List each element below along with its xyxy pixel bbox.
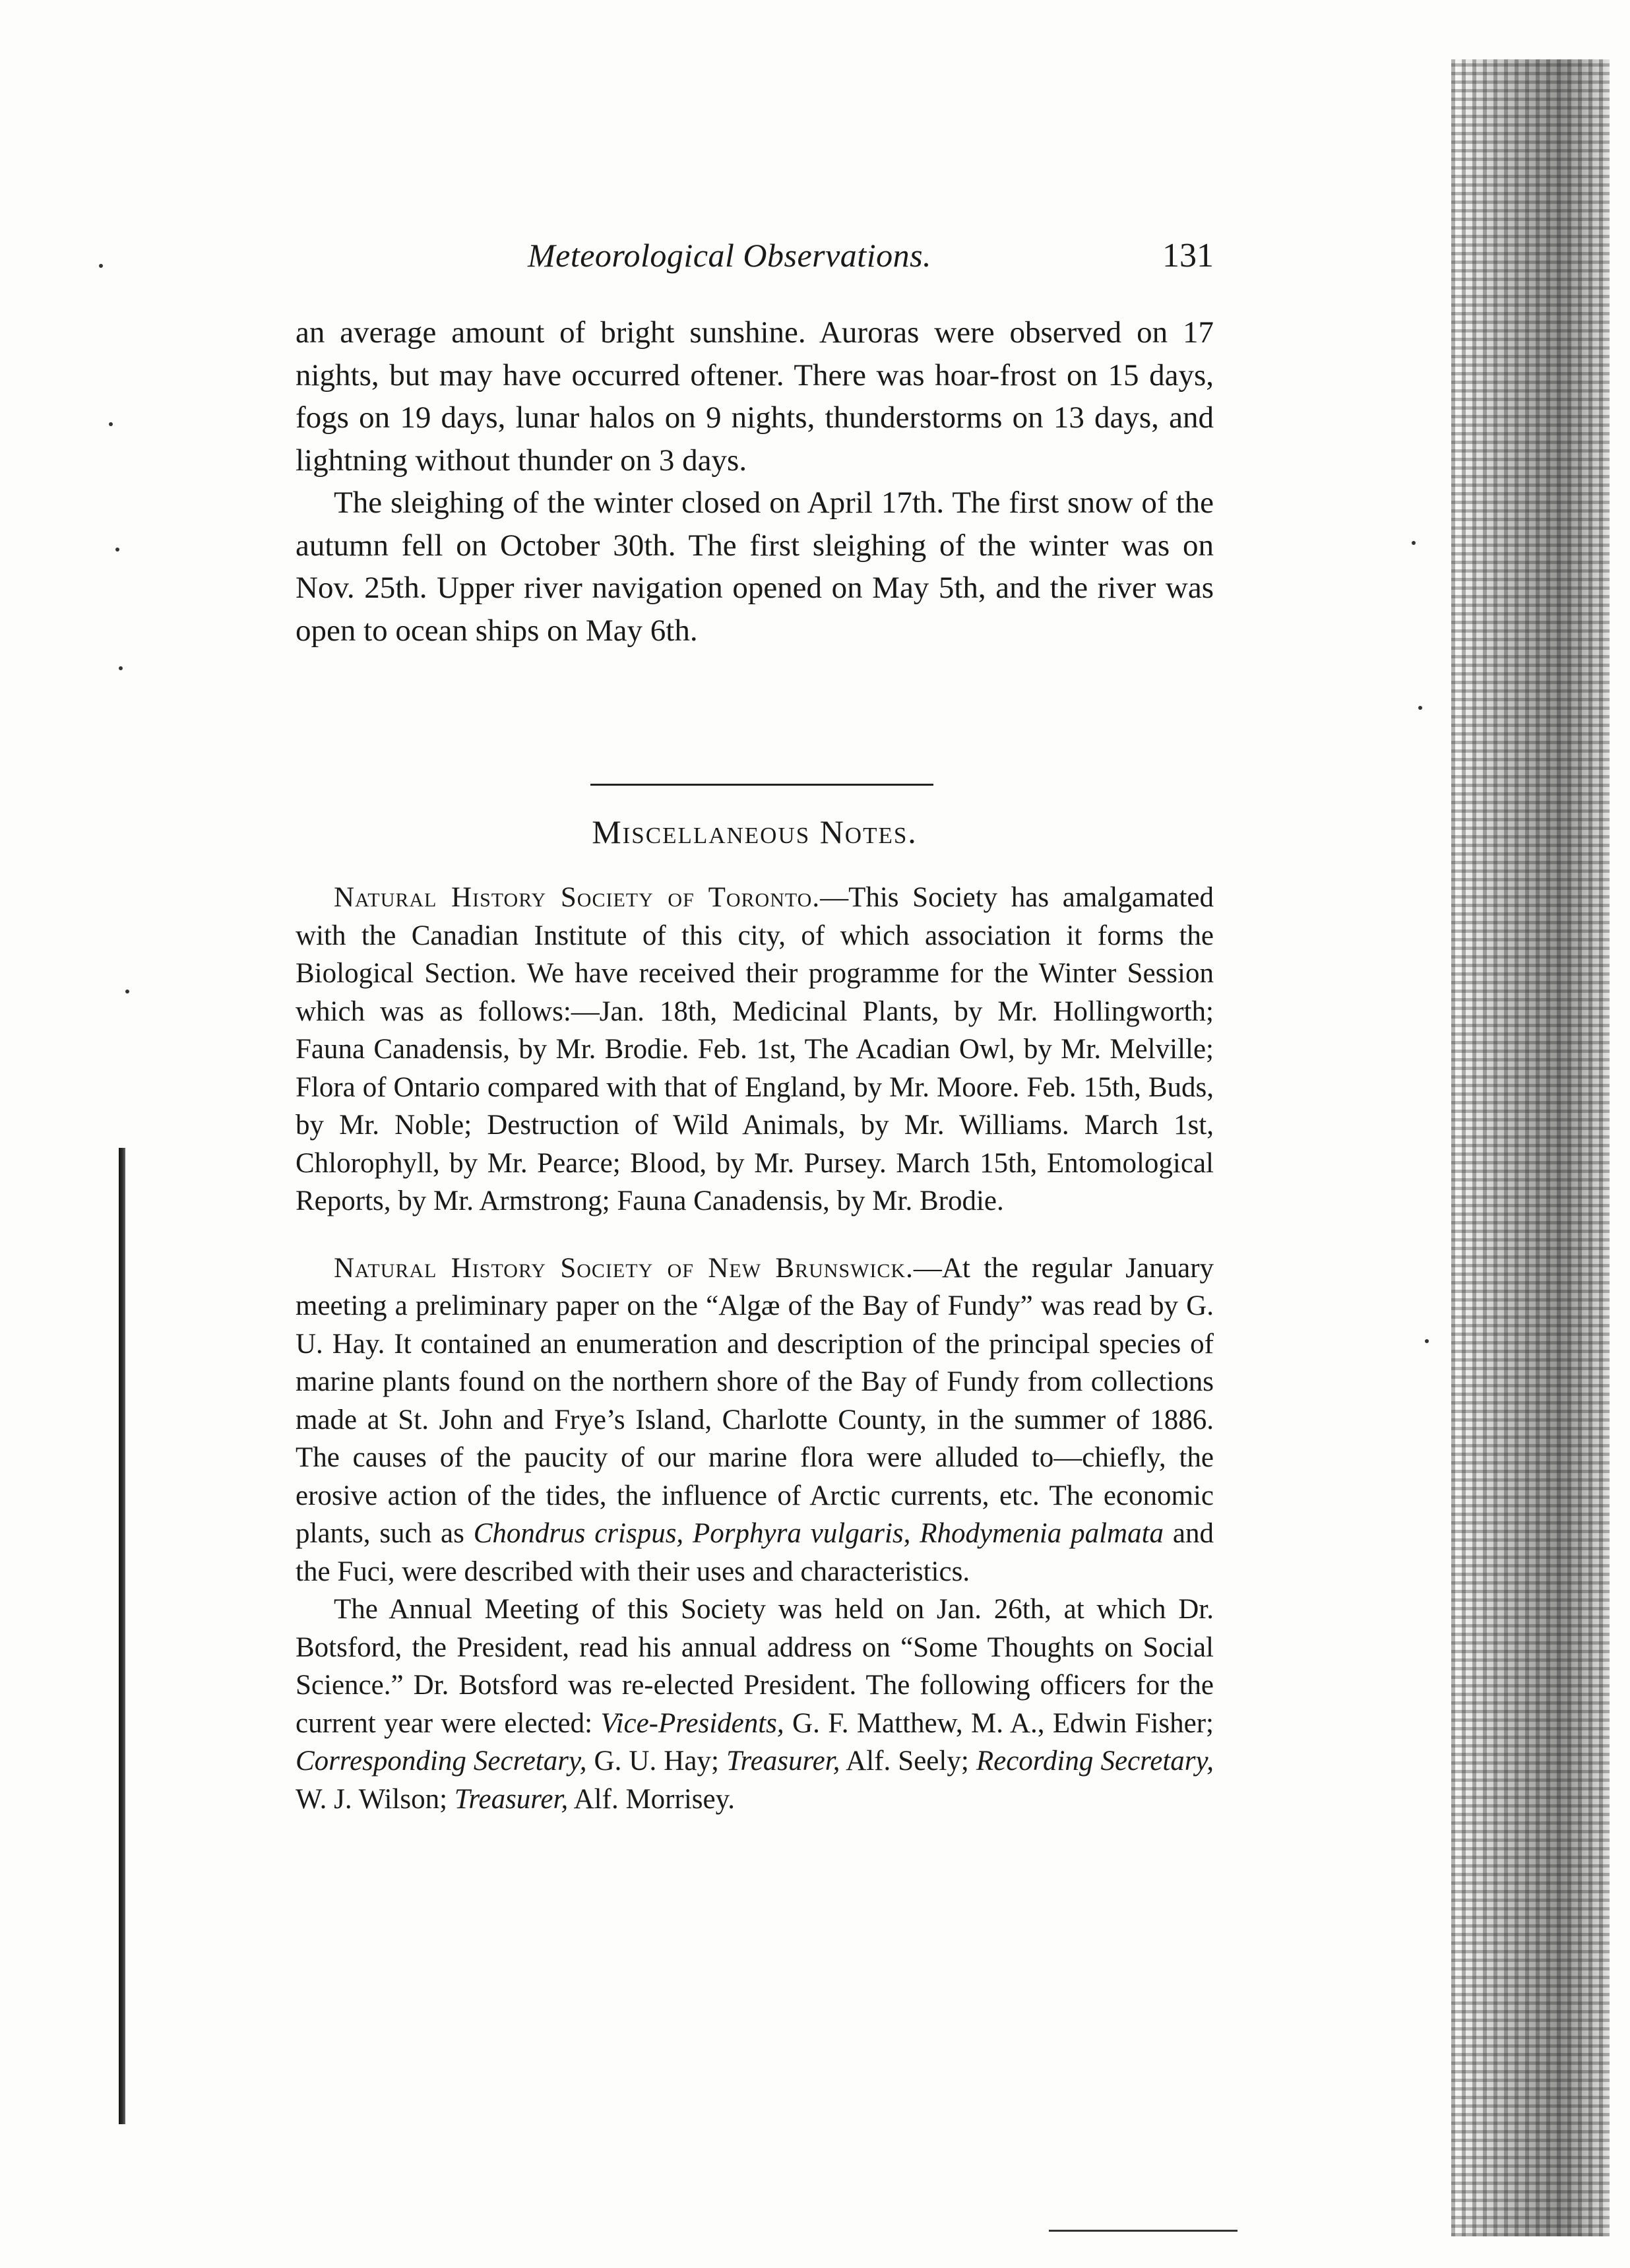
paragraph: an average amount of bright sunshine. Auroras were observed on 17 nights, but may have occurred oftener. There was hoar-frost on 15 days, fogs on 19 days, lunar halos on 9 nights, thunderstorms on 13 days, and lightning without thunder on 3 days. xyxy=(296,315,1214,478)
officer-name: Alf. Seely; xyxy=(840,1746,976,1777)
note-heading: Natural History Society of New Brunswick. xyxy=(334,1252,914,1284)
officer-role: Vice-Presidents, xyxy=(600,1707,784,1739)
page-number: 131 xyxy=(1162,237,1214,274)
miscellaneous-notes xyxy=(296,879,1214,1818)
scan-speck xyxy=(115,548,119,551)
officer-role: Corresponding Secretary, xyxy=(296,1746,587,1777)
officer-name: W. J. Wilson; xyxy=(296,1783,455,1815)
spacer xyxy=(296,1220,1214,1249)
scan-left-edge-mark xyxy=(119,1148,125,2124)
note-new-brunswick xyxy=(296,1249,1214,1591)
scan-speck xyxy=(99,264,103,268)
footer-rule xyxy=(1049,2230,1238,2232)
officer-name: Alf. Morrisey. xyxy=(568,1783,736,1815)
scan-speck xyxy=(1425,1339,1429,1343)
meteorology-continuation xyxy=(296,311,1214,652)
officer-name: G. F. Matthew, M. A., Edwin Fisher; xyxy=(784,1707,1214,1739)
scan-speck xyxy=(1418,706,1422,710)
note-body: —At the regular January meeting a preliminary paper on the “Algæ of the Bay of Fundy” was read by G. U. Hay. It contained an enumeration and description of the principal species of marine plants found on the northern shore of the Bay of Fundy from collections made at St. John and Frye’s Island, Charlotte County, in the summer of 1886. The causes of the paucity of our marine flora were alluded to—chiefly, the erosive action of the tides, the influence of Arctic currents, etc. The economic plants, such as xyxy=(296,1252,1214,1549)
note-annual-meeting xyxy=(296,1591,1214,1818)
officer-role: Treasurer, xyxy=(726,1746,840,1777)
note-body: The Annual Meeting of this Society was held on Jan. 26th, at which Dr. Botsford, the President, read his annual address on “Some Thoughts on Social Science.” Dr. Botsford was re-elected President. The following officers for the current year were elected: xyxy=(296,1594,1214,1739)
section-divider xyxy=(590,784,933,786)
running-header xyxy=(528,236,1214,282)
note-body: —This Society has amalgamated with the Canadian Institute of this city, of which association it forms the Biological Section. We have received their programme for the Winter Session which was as follows:—Jan. 18th, Medicinal Plants, by Mr. Hollingworth; Fauna Canadensis, by Mr. Brodie. Feb. 1st, The Acadian Owl, by Mr. Melville; Flora of Ontario compared with that of England, by Mr. Moore. Feb. 15th, Buds, by Mr. Noble; Destruction of Wild Animals, by Mr. Williams. March 1st, Chlorophyll, by Mr. Pearce; Blood, by Mr. Pursey. March 15th, Entomological Reports, by Mr. Armstrong; Fauna Canadensis, by Mr. Brodie. xyxy=(296,882,1214,1216)
paragraph: The sleighing of the winter closed on April 17th. The first snow of the autumn fell on October 30th. The first sleighing of the winter was on Nov. 25th. Upper river navigation opened on May 5th, and the river was open to ocean ships on May 6th. xyxy=(296,486,1214,648)
note-toronto xyxy=(296,879,1214,1220)
section-title: Miscellaneous Notes. xyxy=(592,813,918,850)
note-heading: Natural History Society of Toronto. xyxy=(334,882,821,913)
species-names: Chondrus crispus, Porphyra vulgaris, Rhodymenia palmata xyxy=(473,1518,1164,1549)
officer-role: Recording Secretary, xyxy=(976,1746,1214,1777)
running-title: Meteorological Observations. xyxy=(528,237,932,274)
scan-binding-shadow xyxy=(1451,59,1610,2236)
scan-speck xyxy=(125,990,129,993)
scan-speck xyxy=(119,666,123,670)
officer-role: Treasurer, xyxy=(454,1783,569,1815)
officer-name: G. U. Hay; xyxy=(586,1746,726,1777)
note-body: and the Fuci, were described with their uses and characteristics. xyxy=(296,1518,1214,1587)
scan-speck xyxy=(1412,541,1416,545)
scan-speck xyxy=(109,422,113,426)
